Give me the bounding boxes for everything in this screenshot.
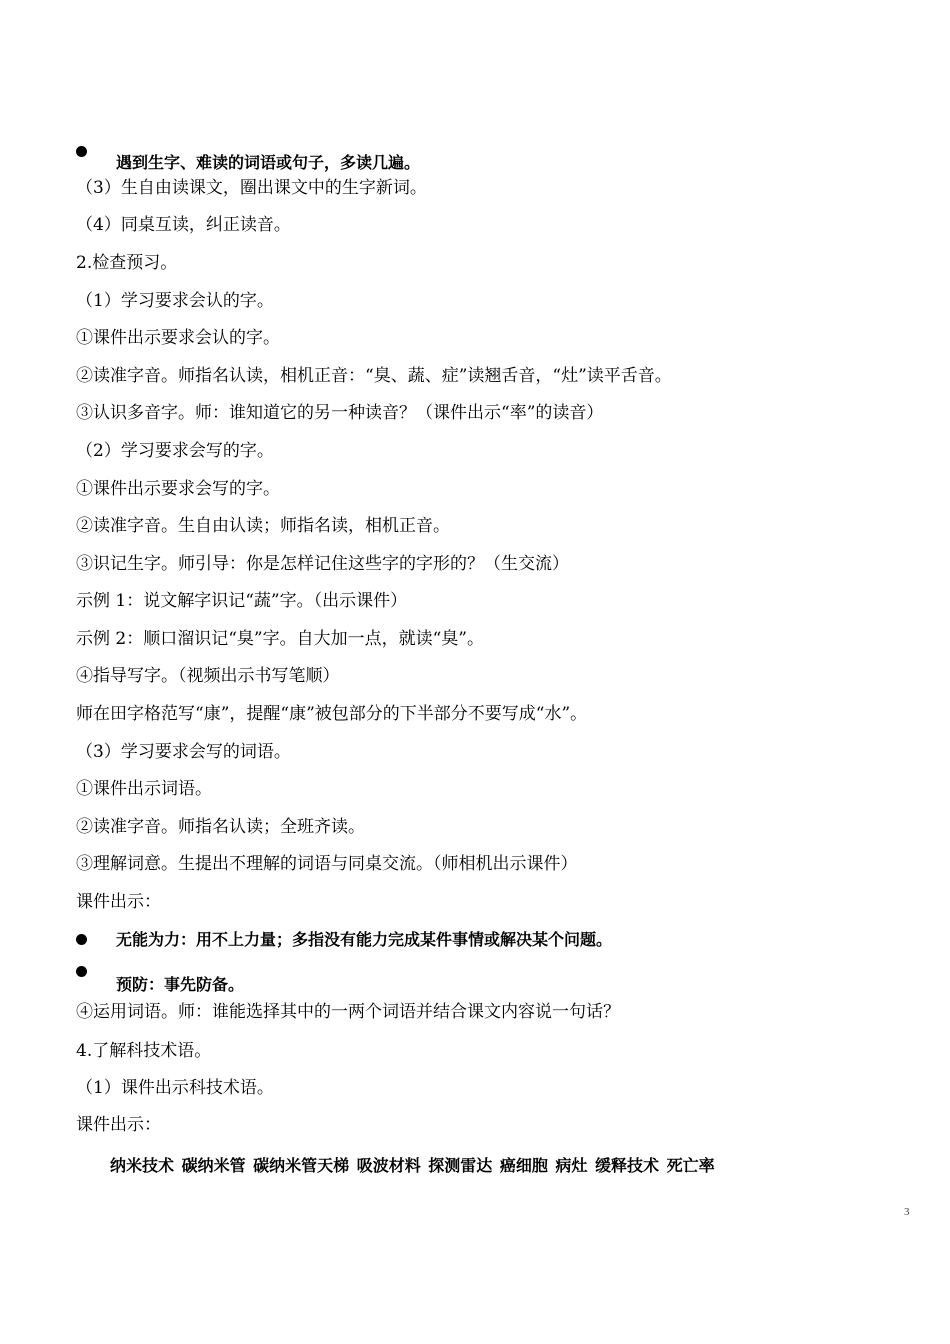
page-number: 3 xyxy=(904,1206,910,1218)
text-line: ①课件出示要求会写的字。 xyxy=(76,479,280,499)
text-line: ②读准字音。生自由认读；师指名读，相机正音。 xyxy=(76,516,450,536)
term-list: 纳米技术 碳纳米管 碳纳米管天梯 吸波材料 探测雷达 癌细胞 病灶 缓释技术 死亡率 xyxy=(110,1156,715,1175)
text-line: ③理解词意。生提出不理解的词语与同桌交流。（师相机出示课件） xyxy=(76,854,578,874)
bullet-dot-icon xyxy=(76,934,87,945)
text-line: 示例 2：顺口溜识记“臭”字。自大加一点，就读“臭”。 xyxy=(76,629,484,649)
text-line: （4）同桌互读，纠正读音。 xyxy=(76,215,291,235)
text-line: 课件出示： xyxy=(76,892,161,912)
text-line: （3）生自由读课文，圈出课文中的生字新词。 xyxy=(76,178,427,198)
text-line: （1）学习要求会认的字。 xyxy=(76,291,274,311)
text-line: 课件出示： xyxy=(76,1115,161,1135)
bullet-text: 无能为力：用不上力量；多指没有能力完成某件事情或解决某个问题。 xyxy=(116,930,613,949)
text-line: （2）学习要求会写的字。 xyxy=(76,441,274,461)
text-line: （1）课件出示科技术语。 xyxy=(76,1078,274,1098)
bullet-dot-icon xyxy=(76,966,87,977)
text-line: （3）学习要求会写的词语。 xyxy=(76,742,291,762)
text-line: 师在田字格范写“康”，提醒“康”被包部分的下半部分不要写成“水”。 xyxy=(76,704,588,724)
text-line: ③认识多音字。师：谁知道它的另一种读音？（课件出示“率”的读音） xyxy=(76,403,604,423)
text-line: ①课件出示要求会认的字。 xyxy=(76,328,280,348)
bullet-text: 预防：事先防备。 xyxy=(116,975,245,994)
text-line: ②读准字音。师指名认读，相机正音：“臭、蔬、症”读翘舌音，“灶”读平舌音。 xyxy=(76,366,672,386)
text-line: ③识记生字。师引导：你是怎样记住这些字的字形的？（生交流） xyxy=(76,554,569,574)
text-line: ②读准字音。师指名认读；全班齐读。 xyxy=(76,817,365,837)
bullet-dot-icon xyxy=(76,146,87,157)
text-line: 2.检查预习。 xyxy=(76,253,178,273)
text-line: 4.了解科技术语。 xyxy=(76,1041,212,1061)
text-line: ④指导写字。（视频出示书写笔顺） xyxy=(76,666,340,686)
text-line: ①课件出示词语。 xyxy=(76,779,212,799)
text-line: ④运用词语。师：谁能选择其中的一两个词语并结合课文内容说一句话？ xyxy=(76,1002,620,1022)
bullet-text: 遇到生字、难读的词语或句子，多读几遍。 xyxy=(116,153,421,172)
text-line: 示例 1：说文解字识记“蔬”字。（出示课件） xyxy=(76,591,408,611)
